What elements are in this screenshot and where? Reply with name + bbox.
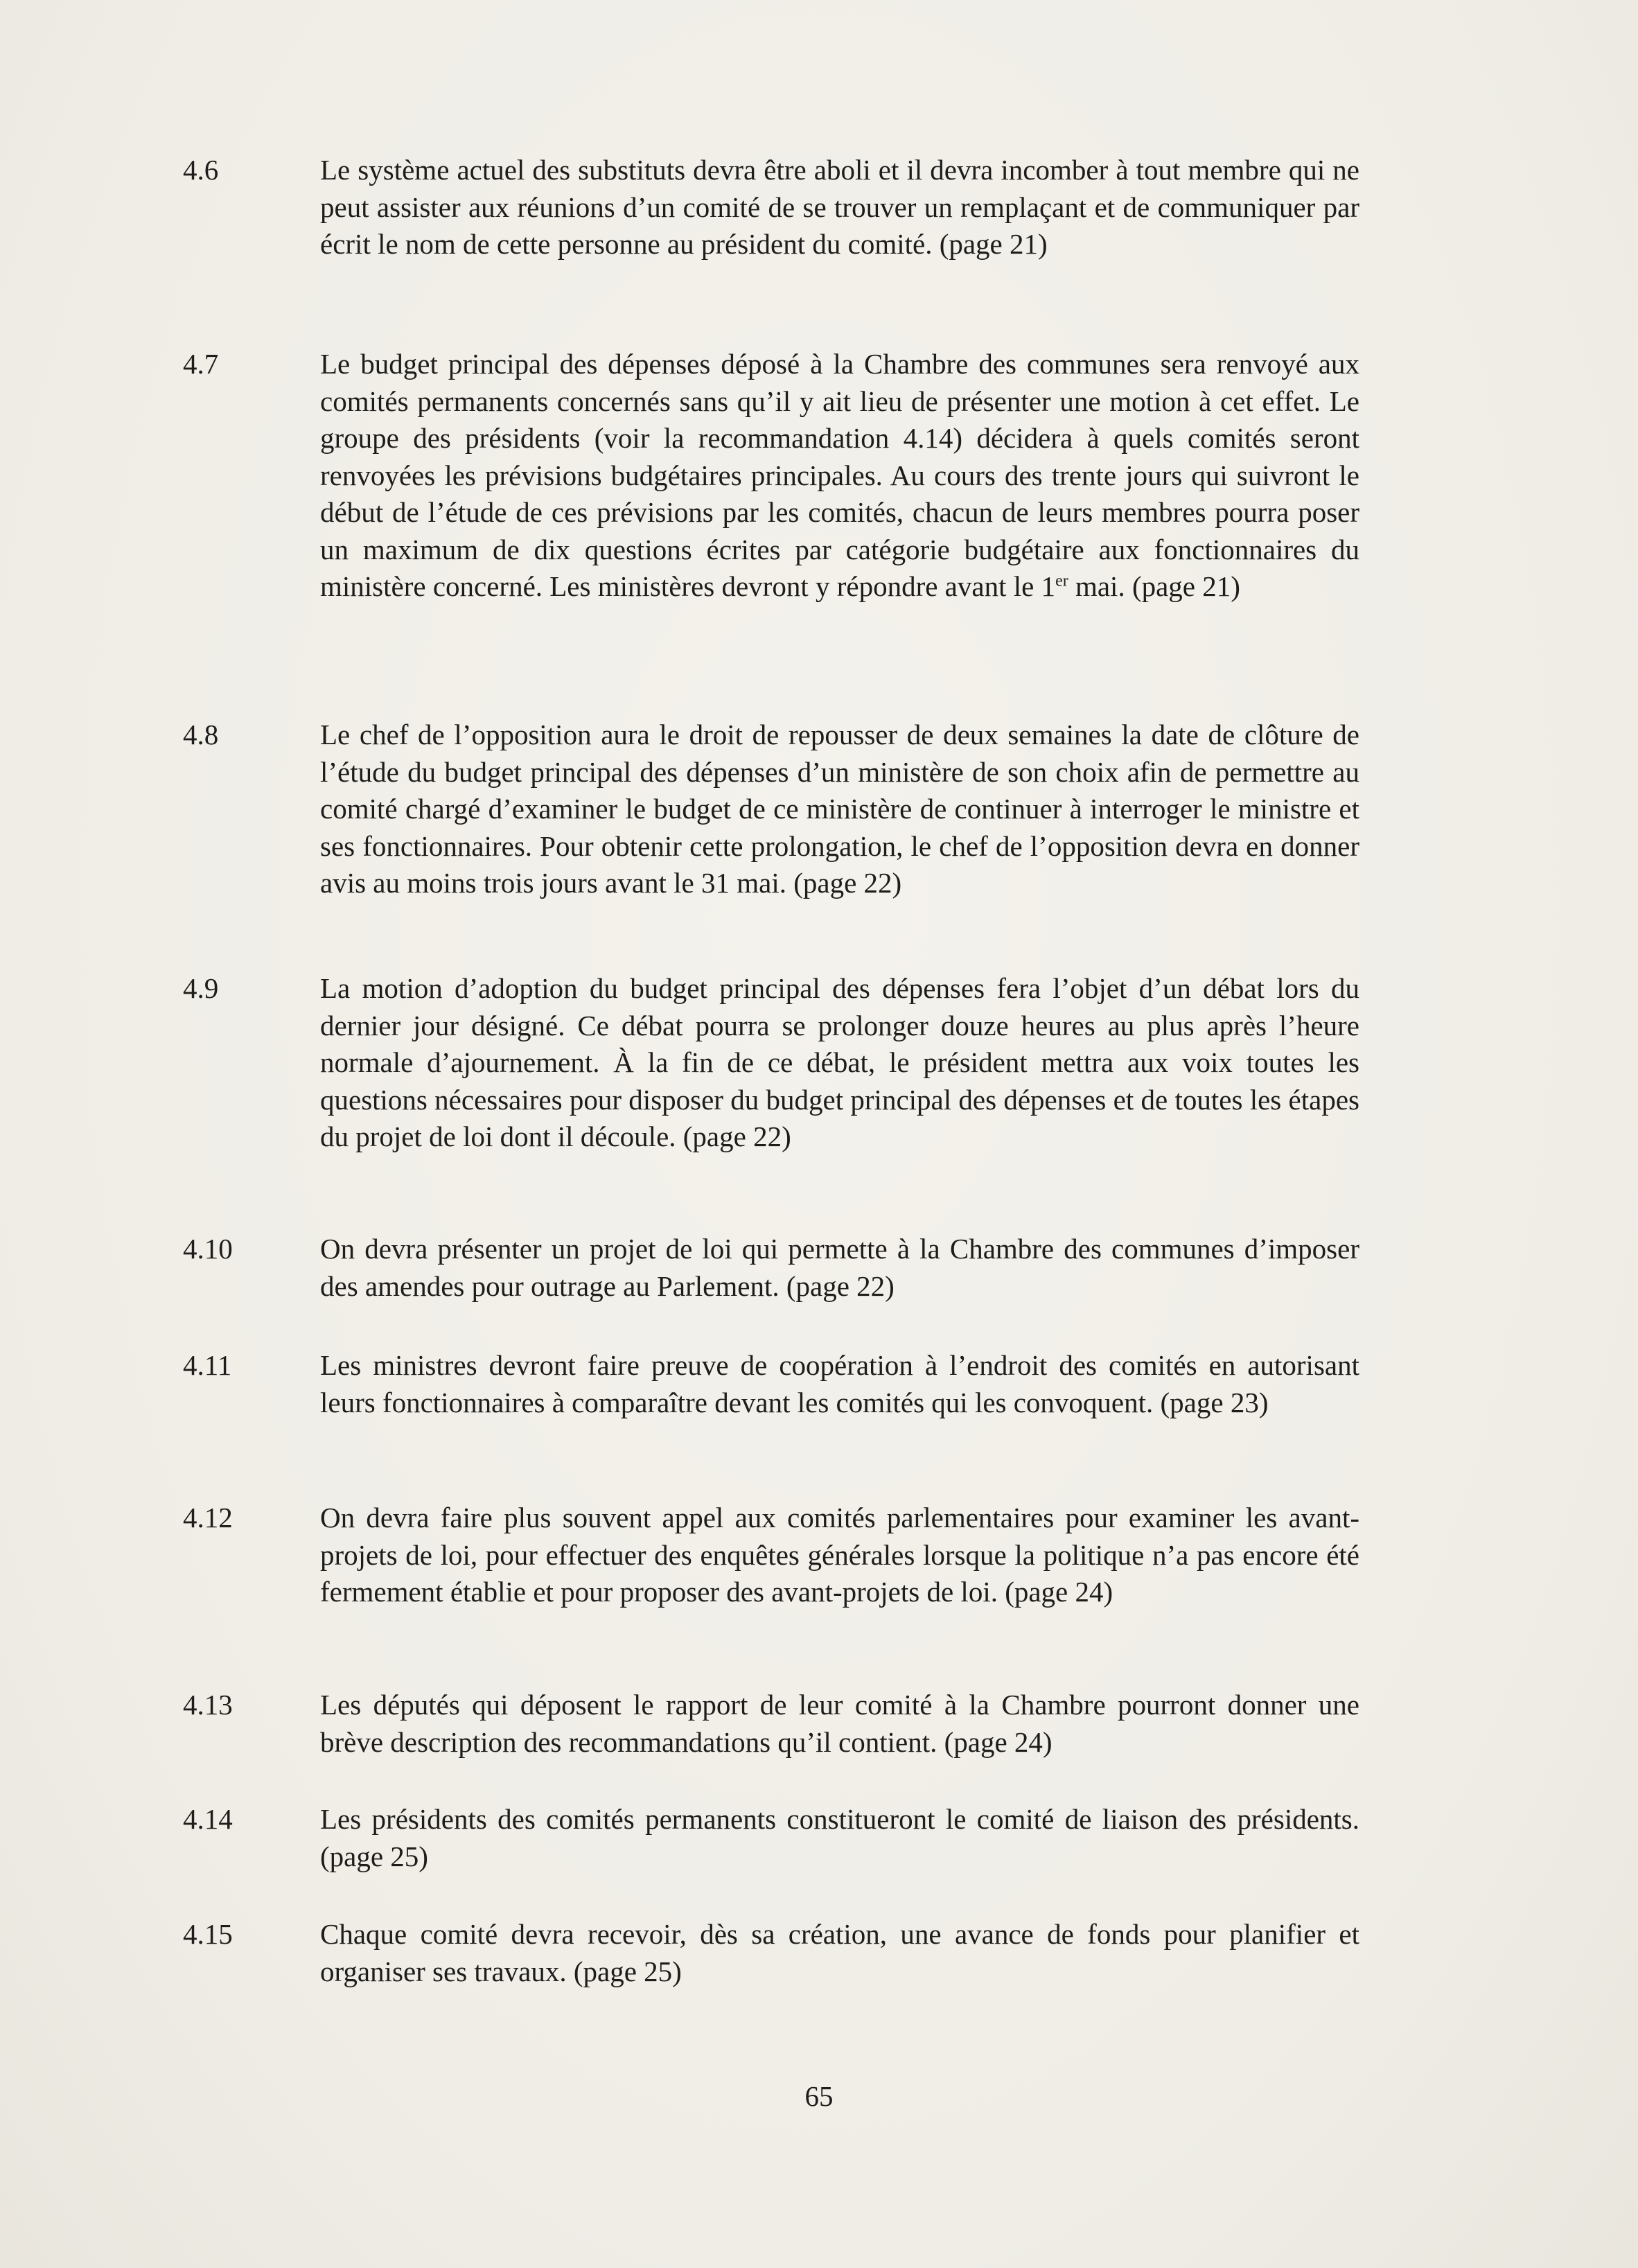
page-number: 65 (804, 2080, 834, 2112)
ordinal-superscript: er (1055, 572, 1068, 590)
recommendation-text: Le système actuel des substituts devra être aboli et il devra incomber à tout membre qui ne peut assister aux réunions d’un comité de se trouver un remplaçant et de communiquer par écrit le nom de cette personne au président du comité. (page 21) (320, 154, 1359, 260)
recommendation-number: 4.10 (183, 1233, 233, 1265)
recommendation-number: 4.8 (183, 719, 219, 750)
recommendation-text: Chaque comité devra recevoir, dès sa création, une avance de fonds pour planifier et organiser ses travaux. (page 25) (320, 1918, 1359, 1987)
recommendation-number: 4.13 (183, 1689, 233, 1721)
recommendation-text (320, 346, 1359, 606)
recommendation-number: 4.11 (183, 1349, 232, 1381)
recommendation-text: Les députés qui déposent le rapport de leur comité à la Chambre pourront donner une brève description des recommandations qu’il contient. (page 24) (320, 1689, 1359, 1758)
recommendation-number: 4.7 (183, 348, 219, 380)
recommendation-number: 4.6 (183, 154, 219, 186)
recommendation-text: La motion d’adoption du budget principal des dépenses fera l’objet d’un débat lors du dernier jour désigné. Ce débat pourra se prolonger douze heures au plus après l’heure normale d’ajournement. À la fin de ce débat, le président mettra aux voix toutes les questions nécessaires pour disposer du budget principal des dépenses et de toutes les étapes du projet de loi dont il découle. (page 22) (320, 972, 1359, 1152)
recommendation-text: On devra faire plus souvent appel aux comités parlementaires pour examiner les avant-projets de loi, pour effectuer des enquêtes générales lorsque la politique n’a pas encore été fermement établie et pour proposer des avant-projets de loi. (page 24) (320, 1502, 1359, 1608)
recommendation-text: Les présidents des comités permanents constitueront le comité de liaison des présidents. (page 25) (320, 1803, 1359, 1872)
recommendation-number: 4.12 (183, 1502, 233, 1533)
recommendation-text: Les ministres devront faire preuve de coopération à l’endroit des comités en autorisant leurs fonctionnaires à comparaître devant les comités qui les convoquent. (page 23) (320, 1349, 1359, 1418)
recommendation-text: On devra présenter un projet de loi qui permette à la Chambre des communes d’imposer des amendes pour outrage au Parlement. (page 22) (320, 1233, 1359, 1302)
recommendation-number: 4.9 (183, 972, 219, 1004)
recommendation-text-main: Le budget principal des dépenses déposé à la Chambre des communes sera renvoyé aux comités permanents concernés sans qu’il y ait lieu de présenter une motion à cet effet. Le groupe des présidents (voir la recommandation 4.14) décidera à quels comités seront renvoyées les prévisions budgétaires principales. Au cours des trente jours qui suivront le début de l’étude de ces prévisions par les comités, chacun de leurs membres pourra poser un maximum de dix questions écrites par catégorie budgétaire aux fonctionnaires du ministère concerné. Les ministères devront y répondre avant le 1 (320, 348, 1359, 602)
recommendation-text: Le chef de l’opposition aura le droit de repousser de deux semaines la date de clôture de l’étude du budget principal des dépenses d’un ministère de son choix afin de permettre au comité chargé d’examiner le budget de ce ministère de continuer à interroger le ministre et ses fonctionnaires. Pour obtenir cette prolongation, le chef de l’opposition devra en donner avis au moins trois jours avant le 31 mai. (page 22) (320, 719, 1359, 899)
recommendation-number: 4.14 (183, 1803, 233, 1835)
recommendation-number: 4.15 (183, 1918, 233, 1950)
recommendation-text-end: mai. (page 21) (1068, 570, 1240, 602)
